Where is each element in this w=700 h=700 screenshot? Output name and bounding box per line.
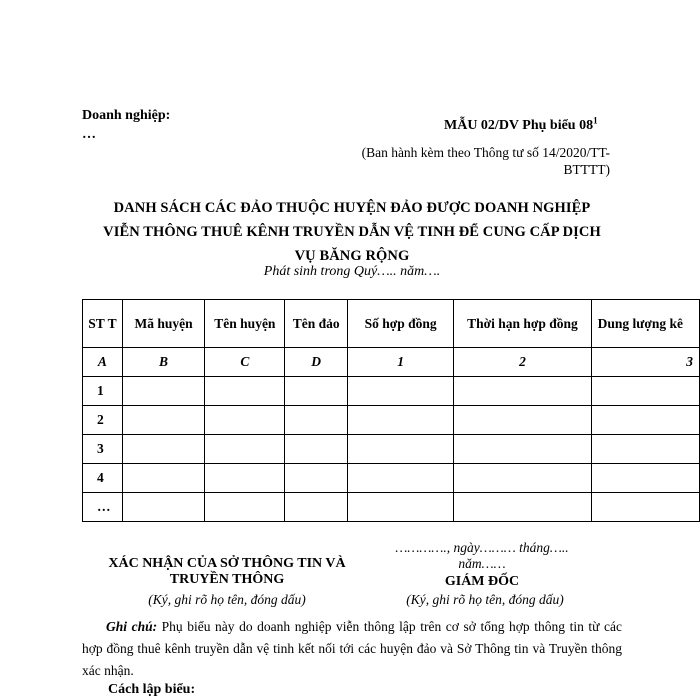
table-cell (205, 493, 285, 522)
note-label: Ghi chú: (106, 619, 158, 634)
row-number: 2 (83, 406, 123, 435)
table-cell (205, 377, 285, 406)
issued-by-line1: (Ban hành kèm theo Thông tư số 14/2020/TT- (361, 145, 610, 160)
form-code (444, 115, 598, 134)
table-row (83, 493, 700, 522)
table-cell (122, 464, 205, 493)
director-title: GIÁM ĐỐC (444, 574, 520, 589)
header-cell: Dung lượng kê (591, 300, 699, 348)
title-line1: DANH SÁCH CÁC ĐẢO THUỘC HUYỆN ĐẢO ĐƯỢC DOANH NGHIỆP (113, 200, 591, 216)
header-cell: Mã huyện (122, 300, 205, 348)
header-cell: Tên đảo (285, 300, 347, 348)
table-row (83, 464, 700, 493)
table-cell (285, 435, 347, 464)
table-cell (347, 406, 453, 435)
header-cell: Số hợp đồng (347, 300, 453, 348)
table-cell (454, 464, 591, 493)
table-cell (285, 464, 347, 493)
code-cell: B (122, 348, 205, 377)
title-line3: VỤ BĂNG RỘNG (294, 248, 410, 264)
director-sign-instruction: (Ký, ghi rõ họ tên, đóng dấu) (406, 592, 564, 607)
table-cell (285, 406, 347, 435)
table-cell (454, 435, 591, 464)
note-text: Phụ biểu này do doanh nghiệp viễn thông lập trên cơ sở tổng hợp thông tin từ các hợp đồng thuê kênh truyền dẫn vệ tinh kết nối tới các huyện đảo và Sở Thông tin và Truyền thông xác nhận. (82, 619, 622, 678)
code-cell: 3 (591, 348, 699, 377)
table-cell (454, 377, 591, 406)
code-cell: C (205, 348, 285, 377)
table-cell (205, 406, 285, 435)
title-line2: VIỄN THÔNG THUÊ KÊNH TRUYỀN DẪN VỆ TINH ĐỂ CUNG CẤP DỊCH (103, 224, 601, 240)
table-row (83, 435, 700, 464)
table-cell (591, 435, 699, 464)
date-line (372, 540, 592, 572)
form-code-text: MẪU 02/DV Phụ biểu 08 (444, 118, 594, 133)
header-cell: ST T (83, 300, 123, 348)
header-row (83, 300, 700, 348)
code-cell: 2 (454, 348, 591, 377)
table-cell (285, 493, 347, 522)
form-footnote: 1 (593, 115, 598, 126)
table-cell (285, 377, 347, 406)
table-cell (591, 464, 699, 493)
note-paragraph (82, 616, 622, 682)
issued-by-line2: BTTTT) (563, 162, 610, 177)
row-number: … (83, 493, 123, 522)
table-cell (347, 464, 453, 493)
table-cell (454, 493, 591, 522)
table-cell (591, 406, 699, 435)
header-cell: Thời hạn hợp đồng (454, 300, 591, 348)
header-cell: Tên huyện (205, 300, 285, 348)
code-cell: A (83, 348, 123, 377)
table-cell (347, 435, 453, 464)
confirm-title-line2: TRUYỀN THÔNG (169, 572, 285, 587)
table-cell (205, 435, 285, 464)
code-cell: D (285, 348, 347, 377)
code-row (83, 348, 700, 377)
code-cell: 1 (347, 348, 453, 377)
table-cell (347, 377, 453, 406)
company-label: Doanh nghiệp: (82, 108, 171, 123)
table-row (83, 406, 700, 435)
date-line2: năm…… (458, 556, 506, 571)
table-cell (122, 406, 205, 435)
table-cell (122, 377, 205, 406)
row-number: 4 (83, 464, 123, 493)
table-cell (347, 493, 453, 522)
confirm-title (82, 556, 372, 588)
confirm-title-line1: XÁC NHẬN CỦA SỞ THÔNG TIN VÀ (108, 556, 346, 571)
table-cell (454, 406, 591, 435)
period-line: Phát sinh trong Quý….. năm…. (263, 264, 441, 279)
table-cell (122, 435, 205, 464)
method-label: Cách lập biểu: (108, 682, 196, 697)
contract-table (82, 299, 700, 522)
confirm-sign-instruction: (Ký, ghi rõ họ tên, đóng dấu) (148, 592, 306, 607)
table-cell (591, 377, 699, 406)
table-row (83, 377, 700, 406)
table-cell (591, 493, 699, 522)
company-value: … (82, 127, 96, 142)
table-cell (122, 493, 205, 522)
row-number: 3 (83, 435, 123, 464)
issued-by-note (330, 144, 610, 178)
document-title (82, 196, 622, 268)
row-number: 1 (83, 377, 123, 406)
date-line1: …………., ngày……… tháng….. (395, 540, 569, 555)
table-cell (205, 464, 285, 493)
